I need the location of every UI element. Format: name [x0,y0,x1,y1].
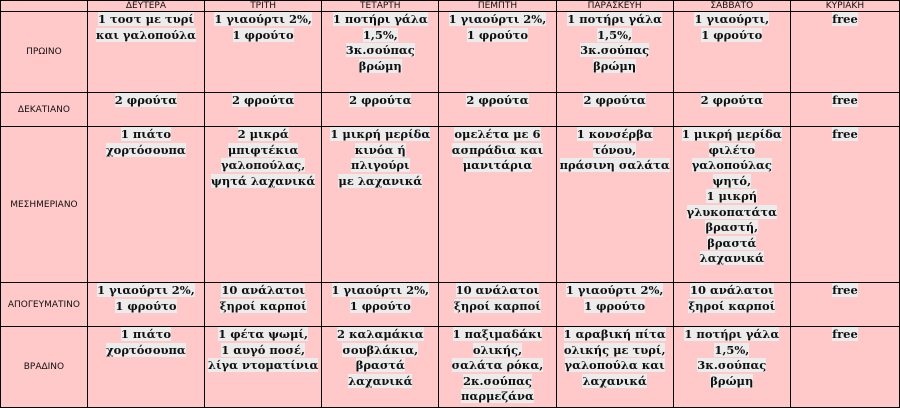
meal-text: 2 φρούτα [700,93,763,107]
meal-text: 10 ανάλατοι ξηροί καρποί [454,283,541,313]
meal-text: 2 φρούτα [583,93,646,107]
meal-cell [790,283,899,327]
meal-text: 1 ποτήρι γάλα 1,5%, 3κ.σούπας βρώμη [332,12,428,73]
table-row-dinner [1,327,900,408]
meal-text: 1 γιαούρτι 2%, 1 φρούτο [97,283,195,313]
meal-cell [673,93,790,127]
meal-cell [556,283,673,327]
meal-cell [556,127,673,283]
meal-cell [673,327,790,408]
day-header-friday: ΠΑΡΑΣΚΕΥΗ [556,1,673,12]
meal-label-dinner: ΒΡΑΔΙΝΟ [1,327,88,408]
meal-cell [205,93,322,127]
header-row [1,1,900,12]
meal-text: 1 μικρή μερίδα φιλέτο γαλοπούλας ψητό, 1 μικρή γλυκοπατάτα βραστή, βραστά λαχανικά [681,127,782,265]
meal-text: free [832,12,858,26]
meal-cell [205,12,322,93]
meal-cell [439,327,556,408]
meal-cell [556,93,673,127]
meal-label-breakfast: ΠΡΩΙΝΟ [1,12,88,93]
meal-text: 2 φρούτα [114,93,178,107]
meal-text: free [832,93,858,107]
day-header-wednesday: ΤΕΤΑΡΤΗ [322,1,439,12]
meal-cell [87,12,204,93]
meal-text: 1 ποτήρι γάλα 1,5%, 3κ.σούπας βρώμη [567,12,663,73]
day-header-saturday: ΣΑΒΒΑΤΟ [673,1,790,12]
meal-cell [322,127,439,283]
meal-cell [322,93,439,127]
day-header-thursday: ΠΕΜΠΤΗ [439,1,556,12]
table-row-snack [1,93,900,127]
meal-text: free [832,127,858,141]
day-header-sunday: ΚΥΡΙΑΚΗ [790,1,899,12]
meal-cell [673,12,790,93]
meal-label-snack: ΔΕΚΑΤΙΑΝΟ [1,93,88,127]
meal-text: 2 μικρά μπιφτέκια γαλοπούλας, ψητά λαχανικά [211,127,316,188]
meal-text: 1 γιαούρτι, 1 φρούτο [694,12,770,42]
meal-cell [205,283,322,327]
meal-cell [87,93,204,127]
meal-text: 1 τοστ με τυρί και γαλοπούλα [95,12,197,42]
meal-text: 2 φρούτα [231,93,295,107]
meal-text: ομελέτα με 6 ασπράδια και μανιτάρια [451,127,544,172]
meal-text: 1 γιαούρτι 2%, 1 φρούτο [214,12,312,42]
corner-cell [1,1,88,12]
meal-cell [790,127,899,283]
meal-text: 1 ποτήρι γάλα 1,5%, 3κ.σούπας βρώμη [684,327,780,388]
meal-text: 1 γιαούρτι 2%, 1 φρούτο [448,12,547,42]
meal-cell [87,327,204,408]
meal-label-afternoon: ΑΠΟΓΕΥΜΑΤΙΝΟ [1,283,88,327]
meal-text: 1 γιαούρτι 2%, 1 φρούτο [331,283,430,313]
meal-cell [439,127,556,283]
meal-cell [556,12,673,93]
table-row-breakfast [1,12,900,93]
meal-text: 10 ανάλατοι ξηροί καρποί [688,283,776,313]
meal-text: 1 γιαούρτι 2%, 1 φρούτο [565,283,664,313]
meal-text: 1 μικρή μερίδα κινόα ή πλιγούρι με λαχανικά [330,127,431,188]
meal-text: 1 αραβική πίτα ολικής με τυρί, γαλοπούλα και λαχανικά [563,327,666,388]
meal-cell [205,127,322,283]
meal-text: 1 πιάτο χορτόσουπα [106,327,186,357]
meal-text: free [832,283,858,297]
meal-cell [322,283,439,327]
table-row-lunch [1,127,900,283]
meal-cell [439,12,556,93]
meal-cell [205,327,322,408]
meal-cell [322,12,439,93]
meal-cell [439,93,556,127]
day-header-tuesday: ΤΡΙΤΗ [205,1,322,12]
meal-text: 1 κονσέρβα τόνου, πράσινη σαλάτα [559,127,670,172]
meal-text: 10 ανάλατοι ξηροί καρποί [219,283,307,313]
meal-label-lunch: ΜΕΣΗΜΕΡΙΑΝΟ [1,127,88,283]
meal-text: 2 καλαμάκια σουβλάκια, βραστά λαχανικά [336,327,424,388]
table-row-afternoon [1,283,900,327]
meal-cell [790,93,899,127]
meal-cell [87,283,204,327]
meal-text: 1 παξιμαδάκι ολικής, σαλάτα ρόκα, 2κ.σούπας παρμεζάνα [451,327,544,403]
meal-text: 2 φρούτα [466,93,529,107]
meal-cell [556,327,673,408]
meal-text: 2 φρούτα [349,93,412,107]
meal-text: 1 πιάτο χορτόσουπα [106,127,186,157]
meal-cell [439,283,556,327]
meal-cell [87,127,204,283]
meal-cell [673,283,790,327]
meal-text: free [832,327,858,341]
meal-cell [790,12,899,93]
meal-text: 1 φέτα ψωμί, 1 αυγό ποσέ, λίγα ντοματίνια [207,327,319,372]
meal-cell [322,327,439,408]
meal-cell [790,327,899,408]
meal-cell [673,127,790,283]
day-header-monday: ΔΕΥΤΕΡΑ [87,1,204,12]
